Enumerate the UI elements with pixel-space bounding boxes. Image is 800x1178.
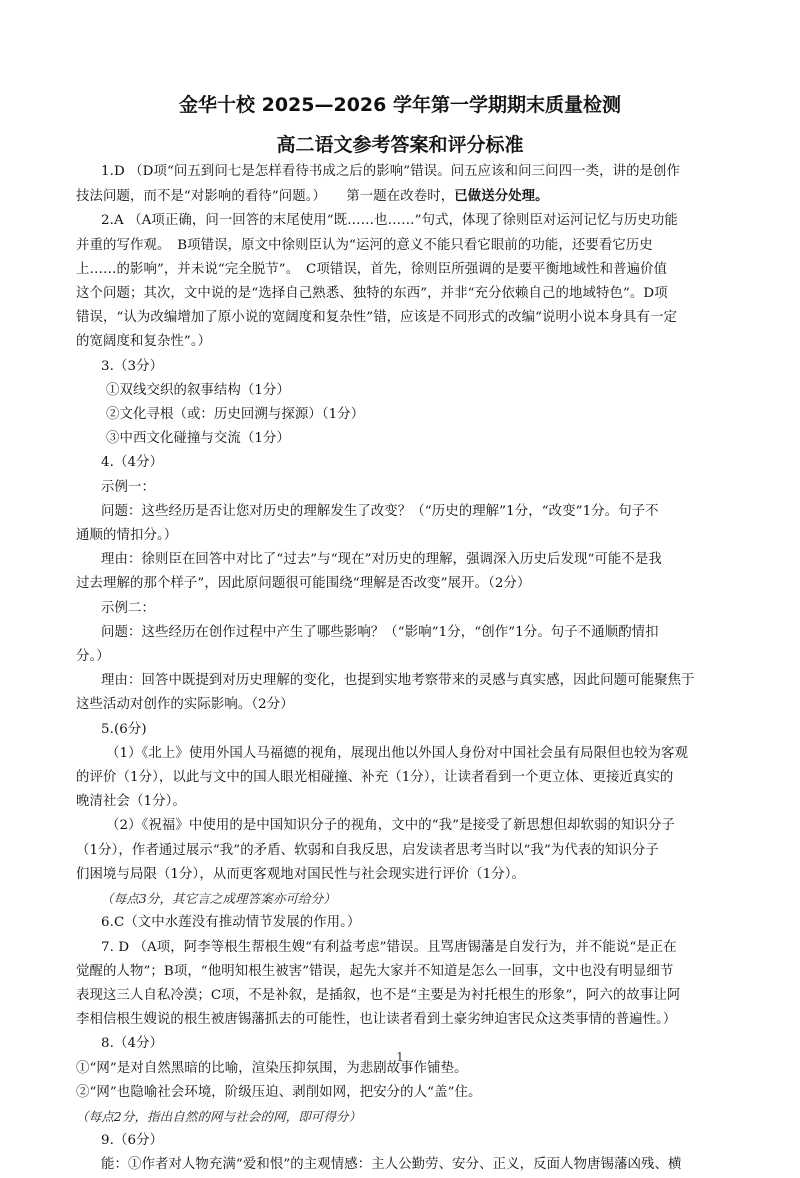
answer-2-line: 错误，“认为改编增加了原小说的宽阔度和复杂性”错，应该是不同形式的改编“说明小说本身具有一定 [76, 310, 677, 326]
example-2-question: 问题：这些经历在创作过程中产生了哪些影响？（“影响”1分，“创作”1分。句子不通顺酌情扣 [101, 624, 659, 640]
answer-6-line: 6.C（文中水莲没有推动情节发展的作用。） [101, 915, 361, 931]
answer-5-point-2: 们困境与局限（1分），从而更客观地对国民性与社会现实进行评价（1分）。 [76, 866, 526, 882]
answer-1-bold-note: 已做送分处理。 [454, 188, 549, 205]
answer-7-line: 李相信根生嫂说的根生被唐锡藩抓去的可能性，也让读者看到土豪劣绅迫害民众这类事情的普遍性。） [76, 1012, 677, 1028]
answer-5-scoring-note: （每点3分，其它言之成理答案亦可给分） [101, 891, 336, 907]
answer-2-line: 的宽阔度和复杂性”。） [76, 334, 212, 350]
answer-8-point: ②“网”也隐喻社会环境，阶级压迫、剥削如网，把安分的人“盖”住。 [76, 1084, 482, 1100]
answer-5-point-1: 晚清社会（1分）。 [76, 794, 186, 810]
answer-5-point-2: （1分），作者通过展示“我”的矛盾、软弱和自我反思，启发读者思考当时以“我”为代表的知识分子 [76, 842, 659, 858]
answer-9-line: 能：①作者对人物充满“爱和恨”的主观情感：主人公勤劳、安分、正义，反面人物唐锡藩凶残、横 [101, 1157, 682, 1173]
answer-3-point: ①双线交织的叙事结构（1分） [106, 382, 290, 398]
document-title: 金华十校 2025—2026 学年第一学期期末质量检测 [179, 94, 621, 116]
answer-2-line: 上……的影响”，并未说“完全脱节”。 C项错误，首先，徐则臣所强调的是要平衡地域性和普遍价值 [76, 261, 668, 277]
answer-9-heading: 9.（6分） [101, 1133, 164, 1149]
answer-7-line: 7. D （A项，阿李等根生帮根生嫂“有利益考虑”错误。且骂唐锡藩是自发行为，并不能说“是正在 [101, 939, 677, 955]
answer-4-heading: 4.（4分） [101, 455, 164, 471]
answer-8-point: ①“网”是对自然黑暗的比喻，渲染压抑氛围，为悲剧故事作铺垫。 [76, 1060, 468, 1076]
example-2-reason: 理由：回答中既提到对历史理解的变化，也提到实地考察带来的灵感与真实感，因此问题可能聚焦于 [101, 673, 695, 689]
document-subtitle: 高二语文参考答案和评分标准 [276, 134, 524, 156]
answer-7-line: 表现这三人自私冷漠；C项，不是补叙，是插叙，也不是“主要是为衬托根生的形象”，阿六的故事让阿 [76, 987, 681, 1003]
answer-3-heading: 3.（3分） [101, 358, 164, 374]
answer-1-line: 1.D （D项“问五到问七是怎样看待书成之后的影响”错误。问五应该和问三问四一类，讲的是创作 [101, 164, 681, 179]
example-1-label: 示例一： [101, 479, 155, 495]
answer-8-scoring-note: （每点2分，指出自然的网与社会的网，即可得分） [76, 1108, 362, 1124]
answer-1-line [76, 184, 728, 209]
answer-2-line: 2.A （A项正确，问一回答的末尾使用“既……也……”句式，体现了徐则臣对运河记忆与历史功能 [101, 213, 678, 229]
answer-5-point-1: （1）《北上》使用外国人马福德的视角，展现出他以外国人身份对中国社会虽有局限但也较为客观 [106, 745, 689, 761]
answer-5-point-2: （2）《祝福》中使用的是中国知识分子的视角，文中的“我”是接受了新思想但却软弱的知识分子 [106, 818, 675, 834]
answer-5-heading: 5.(6分) [101, 721, 147, 737]
answer-1-text: 技法问题，而不是“对影响的看待”问题。） 第一题在改卷时， [76, 189, 455, 205]
answer-8-heading: 8.（4分） [101, 1036, 164, 1052]
answer-3-point: ③中西文化碰撞与交流（1分） [106, 431, 290, 447]
example-1-question: 通顺的情扣分。） [76, 528, 178, 544]
example-2-label: 示例二： [101, 600, 155, 616]
example-1-reason: 理由：徐则臣在回答中对比了“过去”与“现在”对历史的理解，强调深入历史后发现“可能不是我 [101, 552, 662, 568]
answer-body [76, 160, 728, 1178]
example-1-reason: 过去理解的那个样子”，因此原问题很可能围绕“理解是否改变”展开。（2分） [76, 576, 531, 592]
example-2-reason: 这些活动对创作的实际影响。（2分） [76, 697, 294, 713]
answer-7-line: 觉醒的人物”；B项，“他明知根生被害”错误，起先大家并不知道是怎么一回事，文中也没有明显细节 [76, 963, 674, 979]
answer-2-line: 并重的写作观。 B项错误，原文中徐则臣认为“运河的意义不能只看它眼前的功能，还要看它历史 [76, 237, 653, 253]
example-2-question: 分。） [76, 649, 110, 665]
page-number: 1 [396, 1050, 404, 1064]
answer-3-point: ②文化寻根（或：历史回溯与探源）（1分） [106, 407, 365, 423]
example-1-question: 问题：这些经历是否让您对历史的理解发生了改变？（“历史的理解”1分，“改变”1分。句子不 [101, 503, 659, 519]
answer-2-line: 这个问题；其次，文中说的是“选择自己熟悉、独特的东西”，并非“充分依赖自己的地域特色”。D项 [76, 286, 668, 302]
answer-5-point-1: 的评价（1分），以此与文中的国人眼光相碰撞、补充（1分），让读者看到一个更立体、更接近真实的 [76, 770, 674, 786]
